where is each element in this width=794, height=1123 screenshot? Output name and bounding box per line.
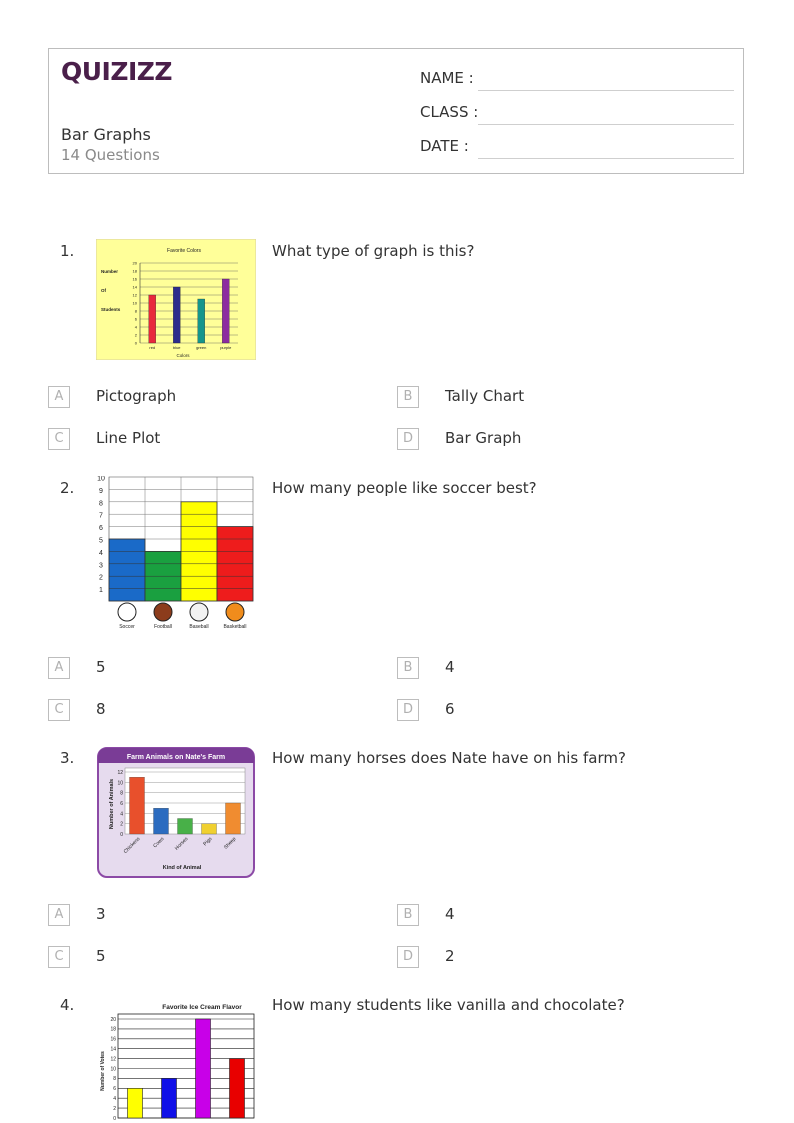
bar-blue: [173, 287, 180, 343]
y-tick-label: 2: [120, 821, 123, 828]
y-tick-label: 8: [134, 308, 137, 314]
x-tick-label: Football: [154, 624, 172, 630]
y-label-line: Number: [101, 269, 119, 274]
option-a-text[interactable]: 3: [96, 905, 106, 923]
basketball-ball-icon: [226, 603, 244, 621]
option-b-text[interactable]: 4: [445, 658, 455, 676]
y-tick-label: 6: [99, 525, 103, 533]
x-tick-label: Baseball: [189, 624, 209, 630]
option-d-text[interactable]: Bar Graph: [445, 429, 522, 447]
x-tick-label: green: [196, 345, 207, 350]
chart-title: Favorite Ice Cream Flavor: [162, 1004, 242, 1011]
y-tick-label: 10: [110, 1066, 116, 1073]
x-tick-label: Cows: [152, 836, 166, 850]
bar: [128, 1088, 143, 1118]
bar-soccer: [109, 539, 145, 601]
y-tick-label: 10: [97, 476, 105, 483]
option-c-checkbox[interactable]: C: [48, 428, 70, 450]
question-text: How many horses does Nate have on his farm?: [272, 749, 626, 767]
y-axis-label: Number of Animals: [109, 778, 115, 830]
option-c-text[interactable]: Line Plot: [96, 429, 161, 447]
option-d-checkbox[interactable]: D: [397, 428, 419, 450]
y-tick-label: 2: [113, 1105, 116, 1112]
baseball-ball-icon: [190, 603, 208, 621]
y-tick-label: 18: [132, 268, 137, 274]
y-tick-label: 6: [120, 801, 123, 807]
y-tick-label: 7: [99, 512, 103, 520]
y-tick-label: 6: [113, 1086, 116, 1093]
y-tick-label: 10: [117, 780, 123, 787]
question-text: What type of graph is this?: [272, 242, 475, 260]
question-number: 4.: [60, 996, 75, 1014]
option-d-checkbox[interactable]: D: [397, 699, 419, 721]
question-number: 3.: [60, 749, 75, 767]
y-tick-label: 5: [99, 537, 103, 545]
y-tick-label: 0: [134, 340, 137, 346]
date-label: DATE :: [420, 137, 469, 155]
x-tick-label: purple: [220, 345, 232, 350]
question-text: How many people like soccer best?: [272, 479, 537, 497]
option-c-text[interactable]: 8: [96, 700, 106, 718]
option-d-checkbox[interactable]: D: [397, 946, 419, 968]
chart-title: Farm Animals on Nate's Farm: [126, 754, 226, 761]
question-count: 14 Questions: [61, 146, 160, 164]
option-a-text[interactable]: 5: [96, 658, 106, 676]
y-tick-label: 8: [99, 500, 103, 508]
y-tick-label: 0: [113, 1115, 116, 1122]
x-tick-label: Sheep: [222, 836, 238, 851]
y-axis-label: Number of Votes: [100, 1051, 106, 1091]
bar-sheep: [226, 803, 241, 834]
y-tick-label: 20: [110, 1016, 116, 1023]
y-tick-label: 16: [110, 1036, 116, 1043]
x-tick-label: Pigs: [202, 836, 214, 848]
option-c-checkbox[interactable]: C: [48, 946, 70, 968]
date-line: [478, 158, 734, 159]
option-b-text[interactable]: 4: [445, 905, 455, 923]
y-tick-label: 18: [110, 1026, 116, 1033]
y-tick-label: 2: [99, 574, 103, 582]
y-tick-label: 8: [113, 1076, 116, 1083]
option-c-checkbox[interactable]: C: [48, 699, 70, 721]
bar-chickens: [130, 777, 145, 834]
x-tick-label: Basketball: [223, 624, 247, 630]
y-tick-label: 20: [132, 260, 137, 266]
worksheet-header: [48, 48, 744, 174]
option-b-checkbox[interactable]: B: [397, 657, 419, 679]
x-tick-label: Horses: [173, 836, 190, 852]
y-tick-label: 10: [132, 300, 137, 306]
option-a-text[interactable]: Pictograph: [96, 387, 177, 405]
bar-horses: [178, 819, 193, 835]
chart-title: Favorite Colors: [167, 248, 201, 254]
bar-purple: [222, 279, 229, 343]
option-d-text[interactable]: 2: [445, 947, 455, 965]
football-ball-icon: [154, 603, 172, 621]
y-tick-label: 12: [117, 770, 123, 776]
option-c-text[interactable]: 5: [96, 947, 106, 965]
bar-cows: [154, 808, 169, 834]
sports-chart: [96, 476, 256, 632]
name-line: [478, 90, 734, 91]
x-axis-label: Kind of Animal: [162, 865, 202, 871]
ice-cream-chart: [96, 999, 256, 1123]
bar: [162, 1078, 177, 1118]
favorite-colors-chart: [96, 239, 256, 360]
x-axis-label: Colors: [176, 353, 190, 358]
y-tick-label: 12: [110, 1056, 116, 1063]
x-tick-label: blue: [172, 345, 181, 350]
option-d-text[interactable]: 6: [445, 700, 455, 718]
name-field[interactable]: [420, 69, 734, 91]
option-b-text[interactable]: Tally Chart: [445, 387, 525, 405]
x-tick-label: red: [149, 345, 156, 350]
class-line: [478, 124, 734, 125]
bar: [230, 1059, 245, 1118]
quizizz-logo: QUIZIZZ: [61, 57, 173, 86]
question-text: How many students like vanilla and chocolate?: [272, 996, 625, 1014]
x-tick-label: Soccer: [119, 624, 135, 630]
y-tick-label: 4: [120, 811, 123, 818]
date-field[interactable]: [420, 137, 734, 159]
option-a-checkbox[interactable]: A: [48, 386, 70, 408]
farm-animals-chart: [96, 746, 256, 879]
y-tick-label: 6: [134, 316, 137, 322]
y-tick-label: 12: [132, 292, 137, 298]
y-label-line: Of: [101, 288, 106, 293]
y-tick-label: 14: [110, 1046, 116, 1053]
y-tick-label: 4: [134, 324, 137, 330]
y-tick-label: 16: [132, 276, 137, 282]
y-tick-label: 8: [120, 790, 123, 797]
bar-red: [149, 295, 156, 343]
question-number: 2.: [60, 479, 75, 497]
option-a-checkbox[interactable]: A: [48, 904, 70, 926]
name-label: NAME :: [420, 69, 474, 87]
bar-pigs: [202, 824, 217, 834]
y-tick-label: 0: [120, 832, 123, 838]
y-tick-label: 14: [132, 284, 137, 290]
bar-green: [198, 299, 205, 343]
y-tick-label: 3: [99, 562, 103, 570]
y-tick-label: 2: [134, 332, 137, 338]
y-label-line: Students: [101, 307, 121, 312]
option-a-checkbox[interactable]: A: [48, 657, 70, 679]
option-b-checkbox[interactable]: B: [397, 386, 419, 408]
bar: [196, 1019, 211, 1118]
class-field[interactable]: [420, 103, 734, 125]
y-tick-label: 4: [113, 1096, 116, 1102]
option-b-checkbox[interactable]: B: [397, 904, 419, 926]
worksheet-title: Bar Graphs: [61, 125, 151, 144]
y-tick-label: 9: [99, 487, 103, 495]
class-label: CLASS :: [420, 103, 479, 121]
soccer-ball-icon: [118, 603, 136, 621]
question-number: 1.: [60, 242, 75, 260]
y-tick-label: 1: [99, 587, 103, 595]
y-tick-label: 4: [99, 549, 103, 557]
x-tick-label: Chickens: [122, 836, 142, 855]
